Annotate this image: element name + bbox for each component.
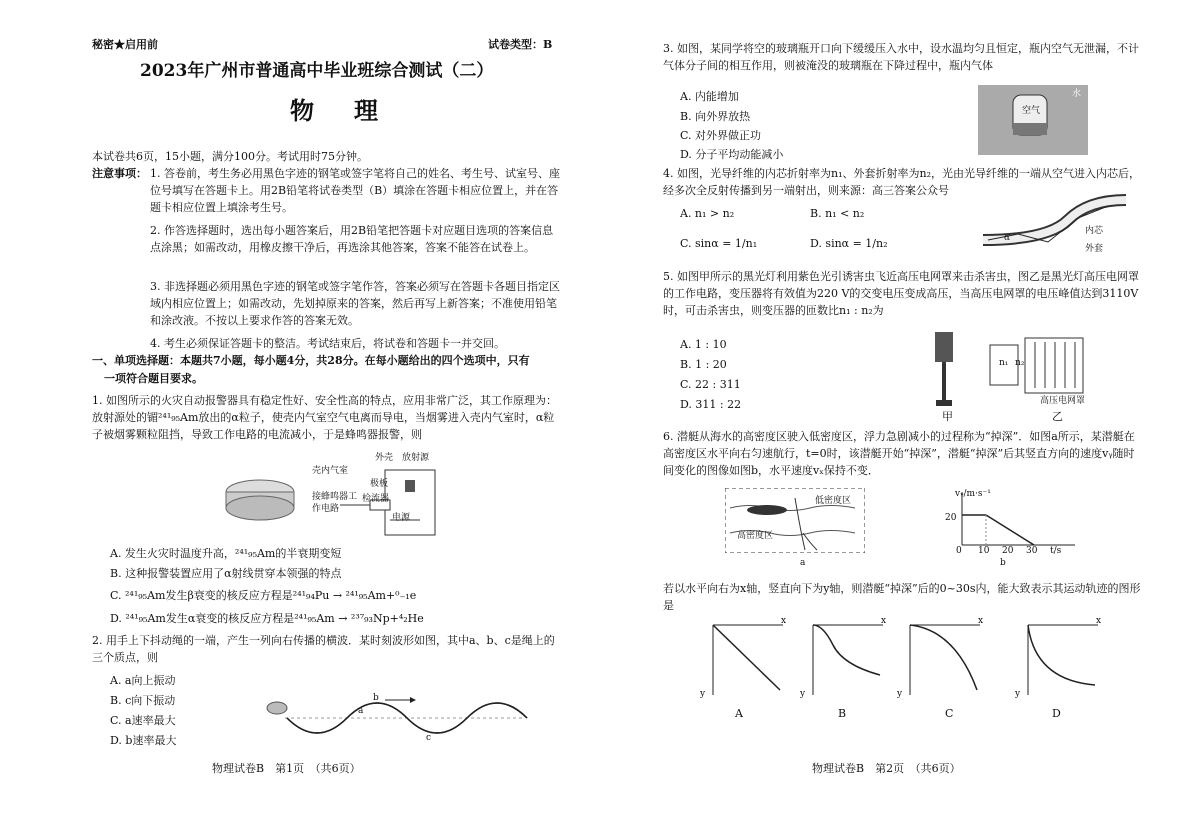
- n2-label: n₂: [1015, 358, 1025, 368]
- n1-label: n₁: [999, 358, 1009, 368]
- xtick-20: 20: [1002, 546, 1014, 556]
- note-2: 2. 作答选择题时，选出每小题答案后，用2B铅笔把答题卡对应题目选项的答案信息点涂黑；如需改动，用橡皮擦干净后，再选涂其他答案，答案不能答在试卷上。: [150, 224, 554, 255]
- subject-title: 物 理: [290, 96, 386, 125]
- air-label: 空气: [1022, 106, 1041, 116]
- q4-option-a: A. n₁ > n₂: [680, 207, 735, 220]
- xtick-0: 0: [956, 546, 962, 556]
- point-c-label: c: [426, 733, 432, 743]
- q5-option-b: B. 1 : 20: [680, 358, 727, 371]
- graph-c-x-label: x: [978, 616, 984, 626]
- exam-intro: 本试卷共6页，15小题，满分100分。考试用时75分钟。: [92, 150, 368, 163]
- optical-fiber-figure: [978, 190, 1128, 260]
- graph-d-label: D: [1052, 707, 1061, 720]
- section1-header-cont: 一项符合题目要求。: [104, 372, 203, 385]
- point-b-label: b: [373, 693, 379, 703]
- label-shell: 外壳: [375, 453, 394, 463]
- note-1: 1. 答卷前，考生务必用黑色字迹的钢笔或签字笔将自己的姓名、考生号、试室号、座位号填写在答题卡上。用2B铅笔将试卷类型（B）填涂在答题卡相应位置上，并在答题卡相应位置上填涂考生号。: [150, 167, 560, 215]
- paper-type-label: 试卷类型：B: [488, 38, 553, 51]
- q4-option-c: C. sinα = 1/n₁: [680, 237, 758, 250]
- graph-a-x-label: x: [781, 616, 787, 626]
- graph-c-y-label: y: [897, 689, 903, 699]
- q1-text: 1. 如图所示的火灾自动报警器具有稳定性好、安全性高的特点，应用非常广泛，其工作原理为：放射源处的镅²⁴¹₉₅Am放出的α粒子，使壳内气室空气电离而导电，当烟雾进入壳内气室时，α粒子被烟雾颗粒阻挡，导致工作电路的电流减小，于是蜂鸣器报警，则: [92, 394, 557, 442]
- q4-option-b: B. n₁ < n₂: [810, 207, 865, 220]
- q5-option-d: D. 311 : 22: [680, 398, 742, 411]
- q5-option-a: A. 1 : 10: [680, 338, 727, 351]
- graph-b: [808, 620, 888, 700]
- xtick-30: 30: [1026, 546, 1038, 556]
- q3-option-b: B. 向外界放热: [680, 110, 751, 123]
- low-density-label: 低密度区: [815, 496, 852, 506]
- q2-option-a: A. a向上振动: [110, 674, 176, 687]
- q4-text: 4. 如图，光导纤维的内芯折射率为n₁、外套折射率为n₂，光由光导纤维的一端从空气进入内芯后，经多次全反射传播到另一端射出，则来源：高三答案公众号: [663, 167, 1140, 198]
- label-galvanometer: 检流器: [362, 494, 390, 504]
- fig-a-caption: a: [800, 558, 806, 568]
- q3-option-d: D. 分子平均动能减小: [680, 148, 784, 161]
- q2-option-d: D. b速率最大: [110, 734, 177, 747]
- q5-text: 5. 如图甲所示的黑光灯利用紫色光引诱害虫飞近高压电网罩来击杀害虫，图乙是黑光灯高压电网罩的工作电路，变压器将有效值为220 V的交变电压变成高压，当高压电网罩的电压峰值达到3110V时，可击杀害虫，则变压器的匝数比n₁ : n₂为: [663, 270, 1139, 318]
- q3-option-c: C. 对外界做正功: [680, 129, 762, 142]
- exam-title: 2023年广州市普通高中毕业班综合测试（二）: [140, 61, 494, 81]
- graph-a-label: A: [735, 707, 743, 720]
- q6-question: 若以水平向右为x轴，竖直向下为y轴，则潜艇“掉深”后的0~30s内，能大致表示其运动轨迹的图形是: [663, 582, 1141, 613]
- section1-header: 一、单项选择题：本题共7小题，每小题4分，共28分。在每小题给出的四个选项中，只有: [92, 354, 530, 367]
- fig-b-caption: b: [1000, 558, 1006, 568]
- label-power: 电源: [392, 513, 411, 523]
- q1-option-c: C. ²⁴¹₉₅Am发生β衰变的核反应方程是²⁴¹₉₄Pu → ²⁴¹₉₅Am+⁰₋₁e: [110, 589, 417, 602]
- core-label: 内芯: [1085, 226, 1104, 236]
- high-density-label: 高密度区: [737, 531, 774, 541]
- q2-option-c: C. a速率最大: [110, 714, 176, 727]
- graph-d-x-label: x: [1096, 616, 1102, 626]
- page-footer: 物理试卷B 第2页 （共6页）: [812, 762, 961, 775]
- label-plate: 极板: [370, 479, 389, 489]
- graph-b-x-label: x: [881, 616, 887, 626]
- q5-option-c: C. 22 : 311: [680, 378, 741, 391]
- xtick-10: 10: [978, 546, 990, 556]
- page-footer: 物理试卷B 第1页 （共6页）: [212, 762, 361, 775]
- fig-yi-label: 乙: [1052, 410, 1063, 423]
- note-4: 4. 考生必须保证答题卡的整洁。考试结束后，将试卷和答题卡一并交回。: [150, 337, 505, 350]
- graph-c: [905, 620, 985, 700]
- q1-option-a: A. 发生火灾时温度升高，²⁴¹₉₅Am的半衰期变短: [110, 547, 342, 560]
- page-2: [600, 0, 1200, 831]
- point-a-label: a: [358, 706, 364, 716]
- note-3: 3. 非选择题必须用黑色字迹的钢笔或签字笔作答，答案必须写在答题卡各题目指定区域内相应位置上；如需改动，先划掉原来的答案，然后再写上新答案；不准使用铅笔和涂改液。不按以上要求作答的答案无效。: [150, 280, 560, 328]
- water-label: 水: [1072, 89, 1082, 99]
- q3-text: 3. 如图，某同学将空的玻璃瓶开口向下缓缓压入水中，设水温均匀且恒定，瓶内空气无泄漏，不计气体分子间的相互作用，则被淹没的玻璃瓶在下降过程中，瓶内气体: [663, 42, 1139, 73]
- graph-a-y-label: y: [700, 689, 706, 699]
- q1-option-d: D. ²⁴¹₉₅Am发生α衰变的核反应方程是²⁴¹₉₅Am → ²³⁷₉₃Np+⁴₂He: [110, 612, 424, 625]
- graph-b-y-label: y: [800, 689, 806, 699]
- q4-option-d: D. sinα = 1/n₂: [810, 237, 888, 250]
- ytick-20: 20: [945, 513, 957, 523]
- graph-c-label: C: [945, 707, 954, 720]
- label-source: 放射源: [402, 453, 430, 463]
- graph-d-y-label: y: [1015, 689, 1021, 699]
- q2-option-b: B. c向下振动: [110, 694, 176, 707]
- q3-option-a: A. 内能增加: [680, 90, 739, 103]
- label-chamber: 壳内气室: [312, 466, 349, 476]
- q2-text: 2. 用手上下抖动绳的一端，产生一列向右传播的横波．某时刻波形如图，其中a、b、c是绳上的三个质点，则: [92, 634, 555, 665]
- confidential-label: 秘密★启用前: [92, 38, 158, 51]
- angle-alpha-label: α: [1004, 233, 1011, 243]
- vy-axis-label: vᵧ/m·s⁻¹: [955, 489, 991, 499]
- graph-d: [1023, 620, 1103, 700]
- graph-a: [708, 620, 788, 700]
- label-buzzer-circuit: 接蜂鸣器工作电路: [312, 492, 358, 514]
- grid-label: 高压电网罩: [1040, 396, 1086, 406]
- wave-figure: [265, 690, 530, 745]
- q1-option-b: B. 这种报警装置应用了α射线贯穿本领强的特点: [110, 567, 342, 580]
- graph-b-label: B: [838, 707, 847, 720]
- notes-label: 注意事项：: [92, 167, 147, 180]
- q6-text: 6. 潜艇从海水的高密度区驶入低密度区，浮力急剧减小的过程称为“掉深”．如图a所示，某潜艇在高密度区水平向右匀速航行，t=0时，该潜艇开始“掉深”，潜艇“掉深”后其竖直方向的速度vᵧ随时间变化的图像如图b，水平速度vₓ保持不变．: [663, 430, 1135, 478]
- t-axis-label: t/s: [1050, 546, 1062, 556]
- cladding-label: 外套: [1085, 244, 1104, 254]
- fig-jia-label: 甲: [942, 410, 953, 423]
